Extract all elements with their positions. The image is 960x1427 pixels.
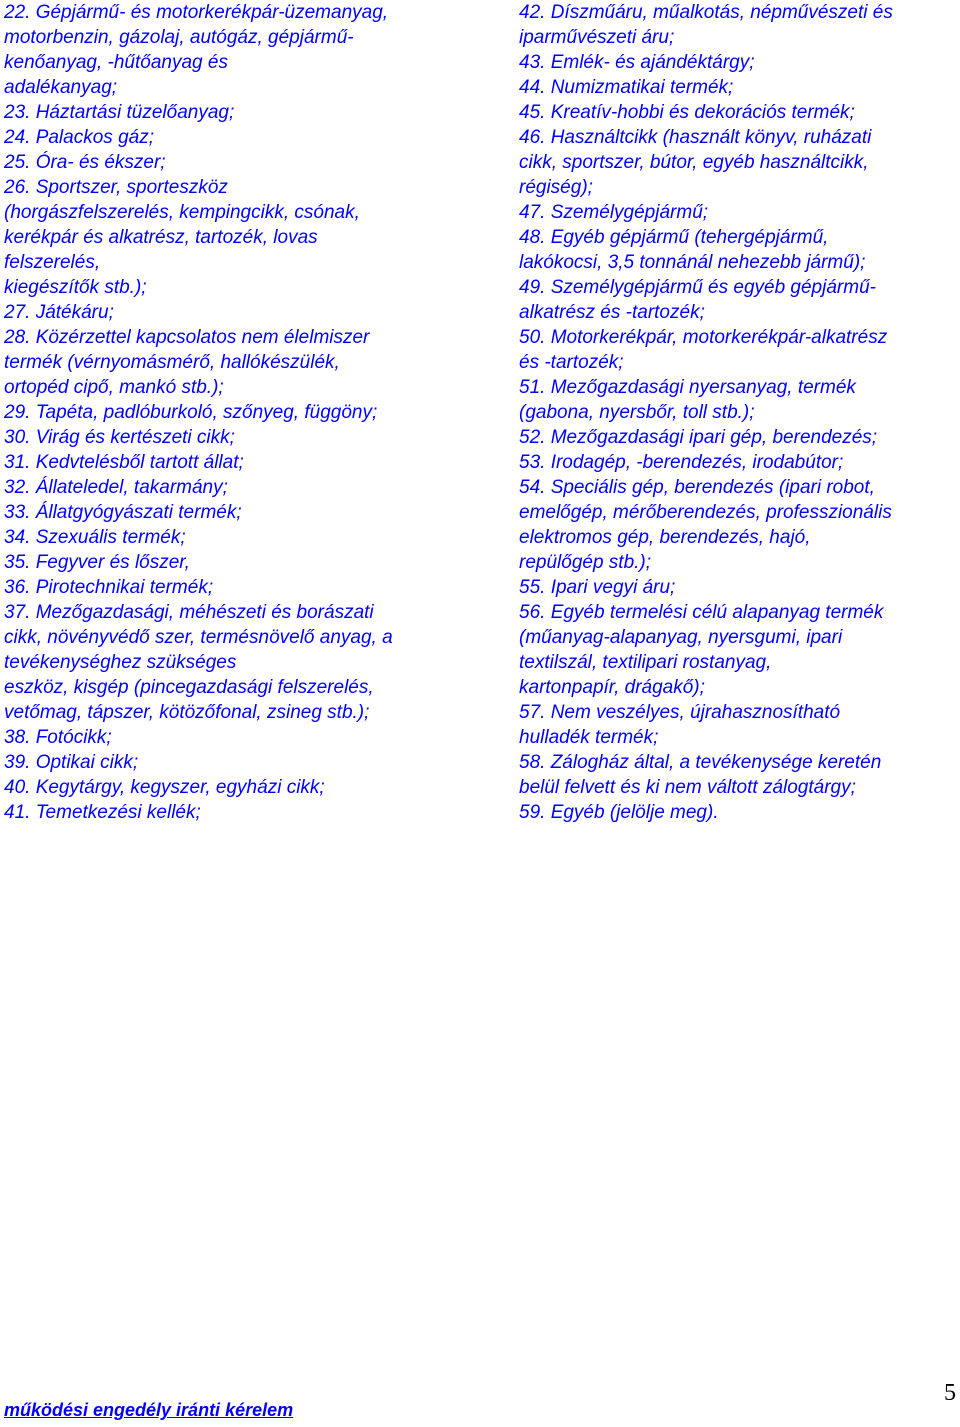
list-line: 59. Egyéb (jelölje meg). [519,802,719,823]
list-line: textilszál, textilipari rostanyag, [519,652,772,673]
list-line: iparművészeti áru; [519,27,675,48]
list-line: 44. Numizmatikai termék; [519,77,734,98]
list-line: ortopéd cipő, mankó stb.); [4,377,224,398]
right-column [519,0,959,825]
list-line: (gabona, nyersbőr, toll stb.); [519,402,755,423]
list-line: 35. Fegyver és lőszer, [4,552,190,573]
list-line: 41. Temetkezési kellék; [4,802,201,823]
list-line: 25. Óra- és ékszer; [4,152,166,173]
list-line: 28. Közérzettel kapcsolatos nem élelmiszer [4,327,370,348]
list-line: cikk, sportszer, bútor, egyéb használtcikk, [519,152,869,173]
left-column [4,0,474,825]
list-line: 36. Pirotechnikai termék; [4,577,214,598]
list-line: 50. Motorkerékpár, motorkerékpár-alkatrész [519,327,888,348]
list-line: 42. Díszműáru, műalkotás, népművészeti és [519,2,893,23]
list-line: 55. Ipari vegyi áru; [519,577,676,598]
list-line: termék (vérnyomásmérő, hallókészülék, [4,352,340,373]
list-line: 47. Személygépjármű; [519,202,709,223]
list-line: repülőgép stb.); [519,552,652,573]
page-number: 5 [944,1380,956,1406]
list-line: 26. Sportszer, sporteszköz [4,177,228,198]
list-line: elektromos gép, berendezés, hajó, [519,527,811,548]
list-line: 40. Kegytárgy, kegyszer, egyházi cikk; [4,777,325,798]
list-line: 53. Irodagép, -berendezés, irodabútor; [519,452,844,473]
list-line: kerékpár és alkatrész, tartozék, lovas [4,227,318,248]
list-line: 24. Palackos gáz; [4,127,154,148]
list-line: emelőgép, mérőberendezés, professzionális [519,502,892,523]
list-line: kenőanyag, -hűtőanyag és [4,52,228,73]
list-line: kartonpapír, drágakő); [519,677,705,698]
list-line: cikk, növényvédő szer, termésnövelő anyag, a [4,627,393,648]
list-line: (műanyag-alapanyag, nyersgumi, ipari [519,627,843,648]
list-line: 58. Zálogház által, a tevékenysége keretén [519,752,882,773]
list-line: alkatrész és -tartozék; [519,302,705,323]
list-line: felszerelés, [4,252,101,273]
list-line: 32. Állateledel, takarmány; [4,477,228,498]
list-line: 48. Egyéb gépjármű (tehergépjármű, [519,227,829,248]
list-line: 29. Tapéta, padlóburkoló, szőnyeg, függöny; [4,402,378,423]
list-line: 31. Kedvtelésből tartott állat; [4,452,244,473]
list-line: 56. Egyéb termelési célú alapanyag termék [519,602,884,623]
list-line: lakókocsi, 3,5 tonnánál nehezebb jármű); [519,252,866,273]
list-line: 22. Gépjármű- és motorkerékpár-üzemanyag, [4,2,389,23]
list-line: 49. Személygépjármű és egyéb gépjármű- [519,277,876,298]
list-line: 38. Fotócikk; [4,727,112,748]
list-line: vetőmag, tápszer, kötözőfonal, zsineg stb.); [4,702,370,723]
list-line: 43. Emlék- és ajándéktárgy; [519,52,755,73]
list-line: és -tartozék; [519,352,624,373]
list-line: tevékenységhez szükséges [4,652,237,673]
list-line: 27. Játékáru; [4,302,114,323]
list-line: 23. Háztartási tüzelőanyag; [4,102,235,123]
list-line: 30. Virág és kertészeti cikk; [4,427,235,448]
list-line: 37. Mezőgazdasági, méhészeti és borászati [4,602,374,623]
list-line: eszköz, kisgép (pincegazdasági felszerelés, [4,677,374,698]
list-line: hulladék termék; [519,727,659,748]
footer-title: működési engedély iránti kérelem [4,1400,294,1420]
list-line: 52. Mezőgazdasági ipari gép, berendezés; [519,427,878,448]
list-line: belül felvett és ki nem váltott zálogtárgy; [519,777,856,798]
list-line: 57. Nem veszélyes, újrahasznosítható [519,702,841,723]
list-line: 51. Mezőgazdasági nyersanyag, termék [519,377,856,398]
list-line: 34. Szexuális termék; [4,527,186,548]
list-line: 46. Használtcikk (használt könyv, ruházati [519,127,872,148]
list-line: motorbenzin, gázolaj, autógáz, gépjármű- [4,27,354,48]
list-line: adalékanyag; [4,77,118,98]
list-line: kiegészítők stb.); [4,277,147,298]
list-line: 54. Speciális gép, berendezés (ipari robot, [519,477,875,498]
list-line: 39. Optikai cikk; [4,752,139,773]
list-line: (horgászfelszerelés, kempingcikk, csónak, [4,202,360,223]
list-line: 33. Állatgyógyászati termék; [4,502,242,523]
list-line: régiség); [519,177,593,198]
list-line: 45. Kreatív-hobbi és dekorációs termék; [519,102,855,123]
